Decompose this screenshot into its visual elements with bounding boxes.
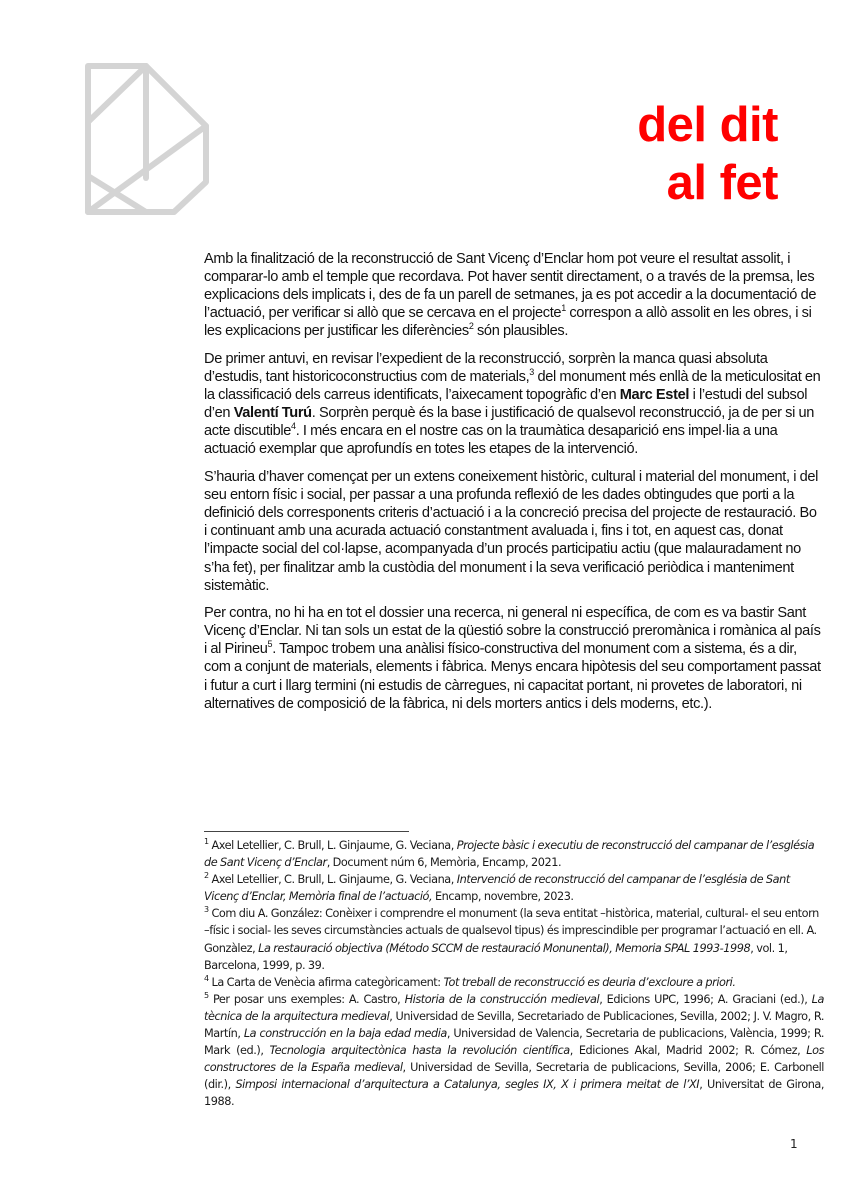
text: i l’estudi del subsol d’en [204,387,808,422]
text: són plausibles. [473,323,569,340]
text: Com diu A. González: Conèixer i comprendre el monument (la seva entitat –històrica, material, cultural- el seu entorn –físic i social- les seves circumstàncies actuals de qualsevol tipus) és imprescindible per programar l’actuació en ell. A. Gonzàlez, [204,907,819,955]
footnote-ref-2[interactable]: 2 [468,321,474,332]
text: , Universitat de Girona, 1988. [204,1078,825,1109]
d-logo-icon [82,60,214,218]
footnote-ref-3[interactable]: 3 [529,367,534,378]
paragraph-2 [204,350,822,459]
footnote-number: 2 [204,871,209,881]
cited-title: Los constructores de la España medieval [204,1044,825,1075]
text: correspon a allò assolit en les obres, i si les explicacions per justificar les diferències [204,305,812,340]
cited-title: La restauració objectiva (Método SCCM de restauració Monunental), Memoria SPAL 1993-1998 [258,941,751,955]
footnotes [204,837,824,1111]
text: Encamp, novembre, 2023. [432,890,574,904]
cited-title: La construcción en la baja edad media [243,1027,447,1041]
page-number: 1 [790,1137,798,1151]
page-title [637,96,778,212]
footnote-number: 5 [204,990,209,1000]
footnote-ref-1[interactable]: 1 [561,303,566,314]
text: Per posar uns exemples: A. Castro, [208,992,405,1006]
cited-title: Intervenció de reconstrucció del campanar de l’església de Sant Vicenç d’Enclar, Memòria final de l’actuació, [204,873,790,904]
text: , Universidad de Valencia, Secretaria de publicacions, València, 1999; R. Mark (ed.), [204,1027,825,1058]
text: De primer antuvi, en revisar l’expedient de la reconstrucció, sorprèn la manca quasi absoluta d’estudis, tant historicoconstructius com de materials, [204,350,768,386]
article-body [204,250,822,722]
text: , Universidad de Sevilla, Secretariado de Publicaciones, Sevilla, 2002; J. V. Magro, R. Martín, [204,1009,824,1041]
text: Amb la finalització de la reconstrucció de Sant Vicenç d’Enclar hom pot veure el resultat assolit, i comparar-lo amb el temple que recordava. Pot haver sentit directament, o a través de la premsa, les explicacions dels implicats i, des de fa un parell de setmanes, ja es pot accedir a la documentació de l’actuació, per verificar si allò que se cercava en el projecte [204,251,817,322]
footnote-5 [204,991,824,1111]
text: Axel Letellier, C. Brull, L. Ginjaume, G. Veciana, [208,873,457,887]
cited-title: Tot treball de reconstrucció es deuria d’excloure a priori. [443,975,736,989]
text: , Ediciones Akal, Madrid 2002; R. Cómez, [569,1044,807,1058]
footnote-1 [204,837,824,871]
text: , Document núm 6, Memòria, Encamp, 2021. [326,856,562,870]
text: , vol. 1, Barcelona, 1999, p. 39. [204,941,788,972]
title-line-2: al fet [666,156,778,210]
text: del monument més enllà de la meticulositat en la classificació dels carreus identificats, l’aixecament topogràfic d’en [204,369,821,404]
footnote-ref-4[interactable]: 4 [291,421,296,432]
text: . Sorprèn perquè és la base i justificació de qualsevol reconstrucció, ja de per si un acte discutible [204,405,815,440]
footnote-ref-5[interactable]: 5 [267,639,273,650]
text: Axel Letellier, C. Brull, L. Ginjaume, G. Veciana, [208,839,457,852]
paragraph-1 [204,250,822,340]
footnote-number: 3 [204,905,209,915]
text: , Universidad de Sevilla, Secretaria de publicacions, Sevilla, 2006; E. Carbonell (dir.), [204,1061,824,1092]
footnote-number: 1 [204,837,209,846]
cited-title: Tecnologia arquitectònica hasta la revolución científica [269,1044,570,1058]
person-name: Marc Estel [619,387,690,404]
cited-title: Simposi internacional d’arquitectura a Catalunya, segles IX, X i primera meitat de l’XI [235,1078,700,1092]
paragraph-3: S’hauria d’haver començat per un extens coneixement històric, cultural i material del monument, i del seu entorn físic i social, per passar a una profunda reflexió de les dades obtingudes que porti a la definició dels corresponents criteris d’actuació i a la concreció precisa del projecte de restauració. Bo i continuant amb una acurada actuació constantment avaluada i, fins i tot, en aquest cas, donat l’impacte social del col·lapse, acompanyada d’un procés participatiu actiu (que malauradament no s’ha fet), per finalitzar amb la custòdia del monument i la seva verificació periòdica i manteniment sistemàtic. [204,469,819,594]
text: Per contra, no hi ha en tot el dossier una recerca, ni general ni específica, de com es va bastir Sant Vicenç d’Enclar. Ni tan sols un estat de la qüestió sobre la construcció preromànica i romànica al país i al Pirineu [204,605,821,658]
footnote-3 [204,905,824,973]
footnote-separator [204,831,409,832]
title-line-1: del dit [637,98,778,152]
text: La Carta de Venècia afirma categòricament: [208,975,444,989]
text: , Edicions UPC, 1996; A. Graciani (ed.), [599,992,812,1006]
text: . I més encara en el nostre cas on la traumàtica desaparició ens impel·lia a una actuació exemplar que aprofundís en totes les etapes de la intervenció. [204,423,778,458]
footnote-4 [204,974,824,991]
cited-title: Historia de la construcción medieval [404,992,600,1006]
footnote-number: 4 [204,973,209,983]
person-name: Valentí Turú [233,405,312,422]
cited-title: Projecte bàsic i executiu de reconstrucció del campanar de l’església de Sant Vicenç d’Enclar [204,839,815,870]
paragraph-4 [204,604,822,713]
footnote-2 [204,871,824,905]
cited-title: La tècnica de la arquitectura medieval [204,992,824,1023]
text: . Tampoc trobem una anàlisi físico-constructiva del monument com a sistema, és a dir, com a conjunt de materials, elements i fàbrica. Menys encara hipòtesis del seu comportament passat i futur a curt i llarg termini (ni estudis de càrregues, ni capacitat portant, ni provetes de laboratori, ni alternatives de composició de la fàbrica, ni dels morters antics i dels moderns, etc.). [204,641,821,712]
